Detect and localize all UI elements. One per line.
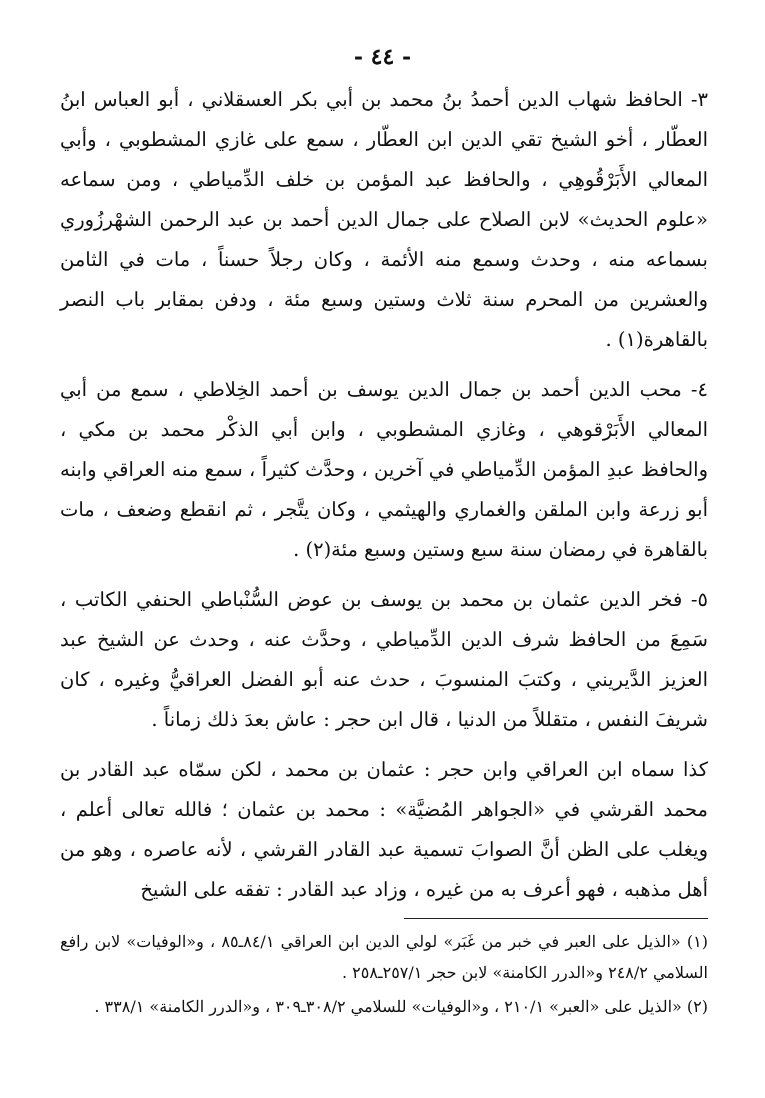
paragraph-entry-5: ٥- فخر الدين عثمان بن محمد بن يوسف بن عوض السُّنْباطي الحنفي الكاتب ، سَمِعَ من الحافظ شرف الدين الدِّمياطي ، وحدَّث عنه ، وحدث عن الشيخ عبد العزيز الدَّيريني ، وكتبَ المنسوبَ ، حدث عنه أبو الفضل العراقيُّ وغيره ، كان شريفَ النفس ، متقللاً من الدنيا ، قال ابن حجر : عاش بعدَ ذلك زماناً .: [60, 588, 708, 731]
main-text: [60, 80, 708, 910]
paragraph-note: كذا سماه ابن العراقي وابن حجر : عثمان بن محمد ، لكن سمّاه عبد القادر بن محمد القرشي في «الجواهر المُضيَّة» : محمد بن عثمان ؛ فالله تعالى أعلم ، ويغلب على الظن أنَّ الصوابَ تسمية عبد القادر القرشي ، لأنه عاصره ، وهو من أهل مذهبه ، فهو أعرف به من غيره ، وزاد عبد القادر : تفقه على الشيخ: [60, 758, 708, 901]
footnote-divider: [404, 918, 708, 919]
paragraph-entry-3: ٣- الحافظ شهاب الدين أحمدُ بنُ محمد بن أبي بكر العسقلاني ، أبو العباس ابنُ العطّار ، أخو الشيخ تقي الدين ابن العطّار ، سمع على غازي المشطوبي ، وأبي المعالي الأَبَرْقُوهِي ، والحافظ عبد المؤمن بن خلف الدِّمياطي ، ومن سماعه «علوم الحديث» لابن الصلاح على جمال الدين أحمد بن عبد الرحمن الشهْرزُوري بسماعه منه ، وحدث وسمع منه الأئمة ، وكان رجلاً حسناً ، مات في الثامن والعشرين من المحرم سنة ثلاث وستين وسبع مئة ، ودفن بمقابر باب النصر بالقاهرة(١) .: [60, 88, 708, 351]
paragraph-entry-4: ٤- محب الدين أحمد بن جمال الدين يوسف بن أحمد الخِلاطي ، سمع من أبي المعالي الأَبَرْقوهي ، وغازي المشطوبي ، وابن أبي الذكْر محمد بن مكي ، والحافظ عبدِ المؤمن الدِّمياطي في آخرين ، وحدَّث كثيراً ، سمع منه العراقي وابنه أبو زرعة وابن الملقن والغماري والهيثمي ، وكان يتَّجر ، ثم انقطع وضعف ، مات بالقاهرة في رمضان سنة سبع وستين وسبع مئة(٢) .: [60, 378, 708, 561]
footnotes: [60, 926, 708, 1022]
page-number: - ٤٤ -: [353, 44, 412, 70]
footnote-2: (٢) «الذيل على «العبر» ٢١٠/١ ، و«الوفيات» للسلامي ٣٠٨/٢ـ٣٠٩ ، و«الدرر الكامنة» ٣٣٨/١ .: [94, 997, 708, 1016]
footnote-1: (١) «الذيل على العبر في خبر من غَبَر» لولي الدين ابن العراقي ٨٤/١ـ٨٥ ، و«الوفيات» لابن رافع السلامي ٢٤٨/٢ و«الدرر الكامنة» لابن حجر ٢٥٧/١ـ٢٥٨ .: [60, 932, 708, 982]
